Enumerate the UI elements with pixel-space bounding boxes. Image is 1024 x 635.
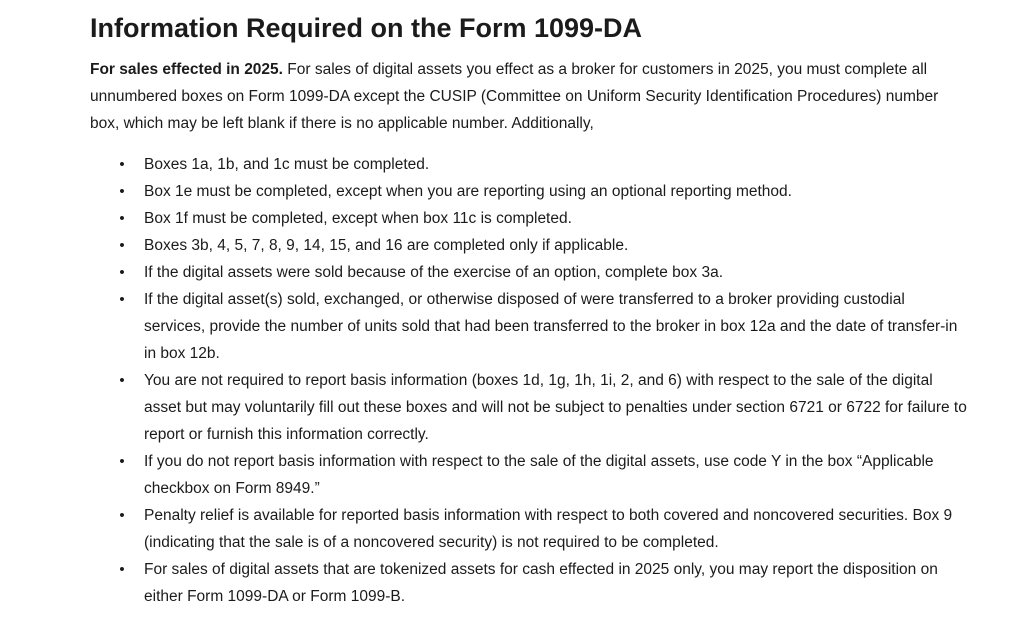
list-item-text: Boxes 1a, 1b, and 1c must be completed. [144, 156, 430, 173]
bullet-icon: • [119, 372, 125, 389]
list-item [90, 205, 970, 232]
list-item [90, 448, 970, 502]
bullet-icon: • [119, 291, 125, 308]
list-item-text: If the digital asset(s) sold, exchanged, or otherwise disposed of were transferred to a broker providing custodial services, provide the number of units sold that had been transferred to the broker in box 12a and the date of transfer-in in box 12b. [144, 291, 958, 362]
list-item [90, 151, 970, 178]
list-item-text: Box 1e must be completed, except when you are reporting using an optional reporting method. [144, 183, 792, 200]
list-item [90, 259, 970, 286]
requirements-list [90, 151, 970, 610]
list-item-text: If you do not report basis information with respect to the sale of the digital assets, use code Y in the box “Applicable checkbox on Form 8949.” [144, 453, 934, 497]
bullet-icon: • [119, 561, 125, 578]
list-item-text: Penalty relief is available for reported basis information with respect to both covered and noncovered securities. Box 9 (indicating that the sale is of a noncovered security) is not required to be completed. [144, 507, 953, 551]
bullet-icon: • [119, 264, 125, 281]
bullet-icon: • [119, 237, 125, 254]
list-item-text: Box 1f must be completed, except when box 11c is completed. [144, 210, 572, 227]
bullet-icon: • [119, 156, 125, 173]
list-item-text: If the digital assets were sold because of the exercise of an option, complete box 3a. [144, 264, 724, 281]
intro-text: For sales of digital assets you effect as a broker for customers in 2025, you must complete all unnumbered boxes on Form 1099-DA except the CUSIP (Committee on Uniform Security Identification Procedures) number box, which may be left blank if there is no applicable number. Additionally, [90, 61, 939, 132]
bullet-icon: • [119, 183, 125, 200]
list-item [90, 556, 970, 610]
intro-paragraph [90, 56, 950, 137]
list-item [90, 232, 970, 259]
page-title: Information Required on the Form 1099-DA [90, 13, 643, 43]
list-item [90, 178, 970, 205]
list-item-text: You are not required to report basis information (boxes 1d, 1g, 1h, 1i, 2, and 6) with respect to the sale of the digital asset but may voluntarily fill out these boxes and will not be subject to penalties under section 6721 or 6722 for failure to report or furnish this information correctly. [144, 372, 967, 443]
intro-lead: For sales effected in 2025. [90, 61, 283, 78]
list-item [90, 367, 970, 448]
list-item [90, 502, 970, 556]
list-item-text: For sales of digital assets that are tokenized assets for cash effected in 2025 only, you may report the disposition on either Form 1099-DA or Form 1099-B. [144, 561, 938, 605]
bullet-icon: • [119, 453, 125, 470]
bullet-icon: • [119, 210, 125, 227]
bullet-icon: • [119, 507, 125, 524]
list-item-text: Boxes 3b, 4, 5, 7, 8, 9, 14, 15, and 16 are completed only if applicable. [144, 237, 629, 254]
list-item [90, 286, 970, 367]
